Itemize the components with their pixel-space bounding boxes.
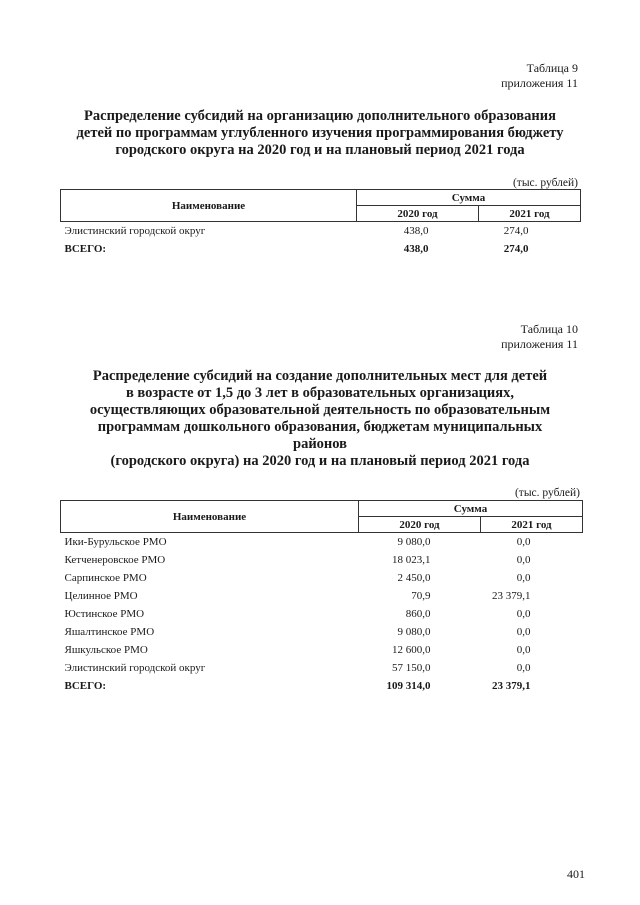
total-value-2021: 23 379,1 [492,680,531,692]
table10-total-row [61,677,583,695]
row-value-2021: 0,0 [516,536,531,548]
table9-title-line: детей по программам углубленного изучения программирования бюджету [76,125,564,141]
row-value-2020: 18 023,1 [392,554,431,566]
table9 [60,189,581,258]
table9-ref-line1: Таблица 9 [526,61,578,75]
total-value-2021: 274,0 [503,243,529,255]
table9-ref-line2: приложения 11 [501,76,578,90]
table10-header-2021: 2021 год [481,517,583,533]
row-name: Элистинский городской округ [64,662,206,674]
row-name: Сарпинское РМО [64,572,147,584]
row-value-2020: 860,0 [405,608,431,620]
row-value-2021: 274,0 [503,225,529,237]
table10-title-line: осуществляющих образовательной деятельность по образовательным [89,402,551,418]
row-name: Яшалтинское РМО [64,626,155,638]
page-number: 401 [567,867,585,881]
table9-title-line: Распределение субсидий на организацию дополнительного образования [84,108,556,124]
table10-title-line: программам дошкольного образования, бюджетам муниципальных [97,419,543,435]
table9-total-row [61,240,581,258]
row-value-2021: 0,0 [516,662,531,674]
table10-title-line: районов [293,436,347,452]
table9-header-2021: 2021 год [479,206,581,222]
table9-header-2020: 2020 год [357,206,479,222]
table10-title-line: (городского округа) на 2020 год и на плановый период 2021 года [110,453,530,469]
row-name: Яшкульское РМО [64,644,148,656]
row-value-2021: 0,0 [516,644,531,656]
total-value-2020: 109 314,0 [386,680,431,692]
row-value-2020: 57 150,0 [392,662,431,674]
row-value-2020: 12 600,0 [392,644,431,656]
row-value-2020: 9 080,0 [397,626,431,638]
table10-ref-line1: Таблица 10 [520,322,578,336]
table-row [61,533,583,552]
row-value-2021: 0,0 [516,626,531,638]
table-row [61,659,583,677]
row-value-2021: 23 379,1 [492,590,531,602]
row-value-2020: 2 450,0 [397,572,431,584]
row-name: Элистинский городской округ [64,225,206,237]
total-value-2020: 438,0 [403,243,429,255]
table10-header-2020: 2020 год [359,517,481,533]
table10-title-line: Распределение субсидий на создание дополнительных мест для детей [92,368,548,384]
table9-title [60,108,580,159]
table10-ref-line2: приложения 11 [501,337,578,351]
row-name: Кетченеровское РМО [64,554,166,566]
table-row [61,587,583,605]
table-row [61,641,583,659]
row-name: Ики-Бурульское РМО [64,536,167,548]
row-value-2021: 0,0 [516,608,531,620]
table10-reference [501,322,578,352]
row-name: Юстинское РМО [64,608,145,620]
table9-header-sum: Сумма [357,190,581,206]
row-value-2020: 9 080,0 [397,536,431,548]
table10 [60,500,583,695]
row-name: Целинное РМО [64,590,138,602]
table-row [61,623,583,641]
table10-title [60,368,580,470]
row-value-2020: 438,0 [403,225,429,237]
table10-title-line: в возрасте от 1,5 до 3 лет в образовательных организациях, [125,385,515,401]
table10-header-name: Наименование [61,501,359,533]
table-row [61,605,583,623]
table10-header-sum: Сумма [359,501,583,517]
row-value-2020: 70,9 [411,590,431,602]
total-label: ВСЕГО: [64,243,107,255]
table9-title-line: городского округа на 2020 год и на плановый период 2021 года [115,142,525,158]
row-value-2021: 0,0 [516,572,531,584]
table10-units: (тыс. рублей) [514,487,580,499]
table9-units: (тыс. рублей) [512,177,578,189]
table-row [61,551,583,569]
table-row [61,569,583,587]
total-label: ВСЕГО: [64,680,107,692]
table-row [61,222,581,241]
row-value-2021: 0,0 [516,554,531,566]
table9-reference [501,61,578,91]
table9-header-name: Наименование [61,190,357,222]
